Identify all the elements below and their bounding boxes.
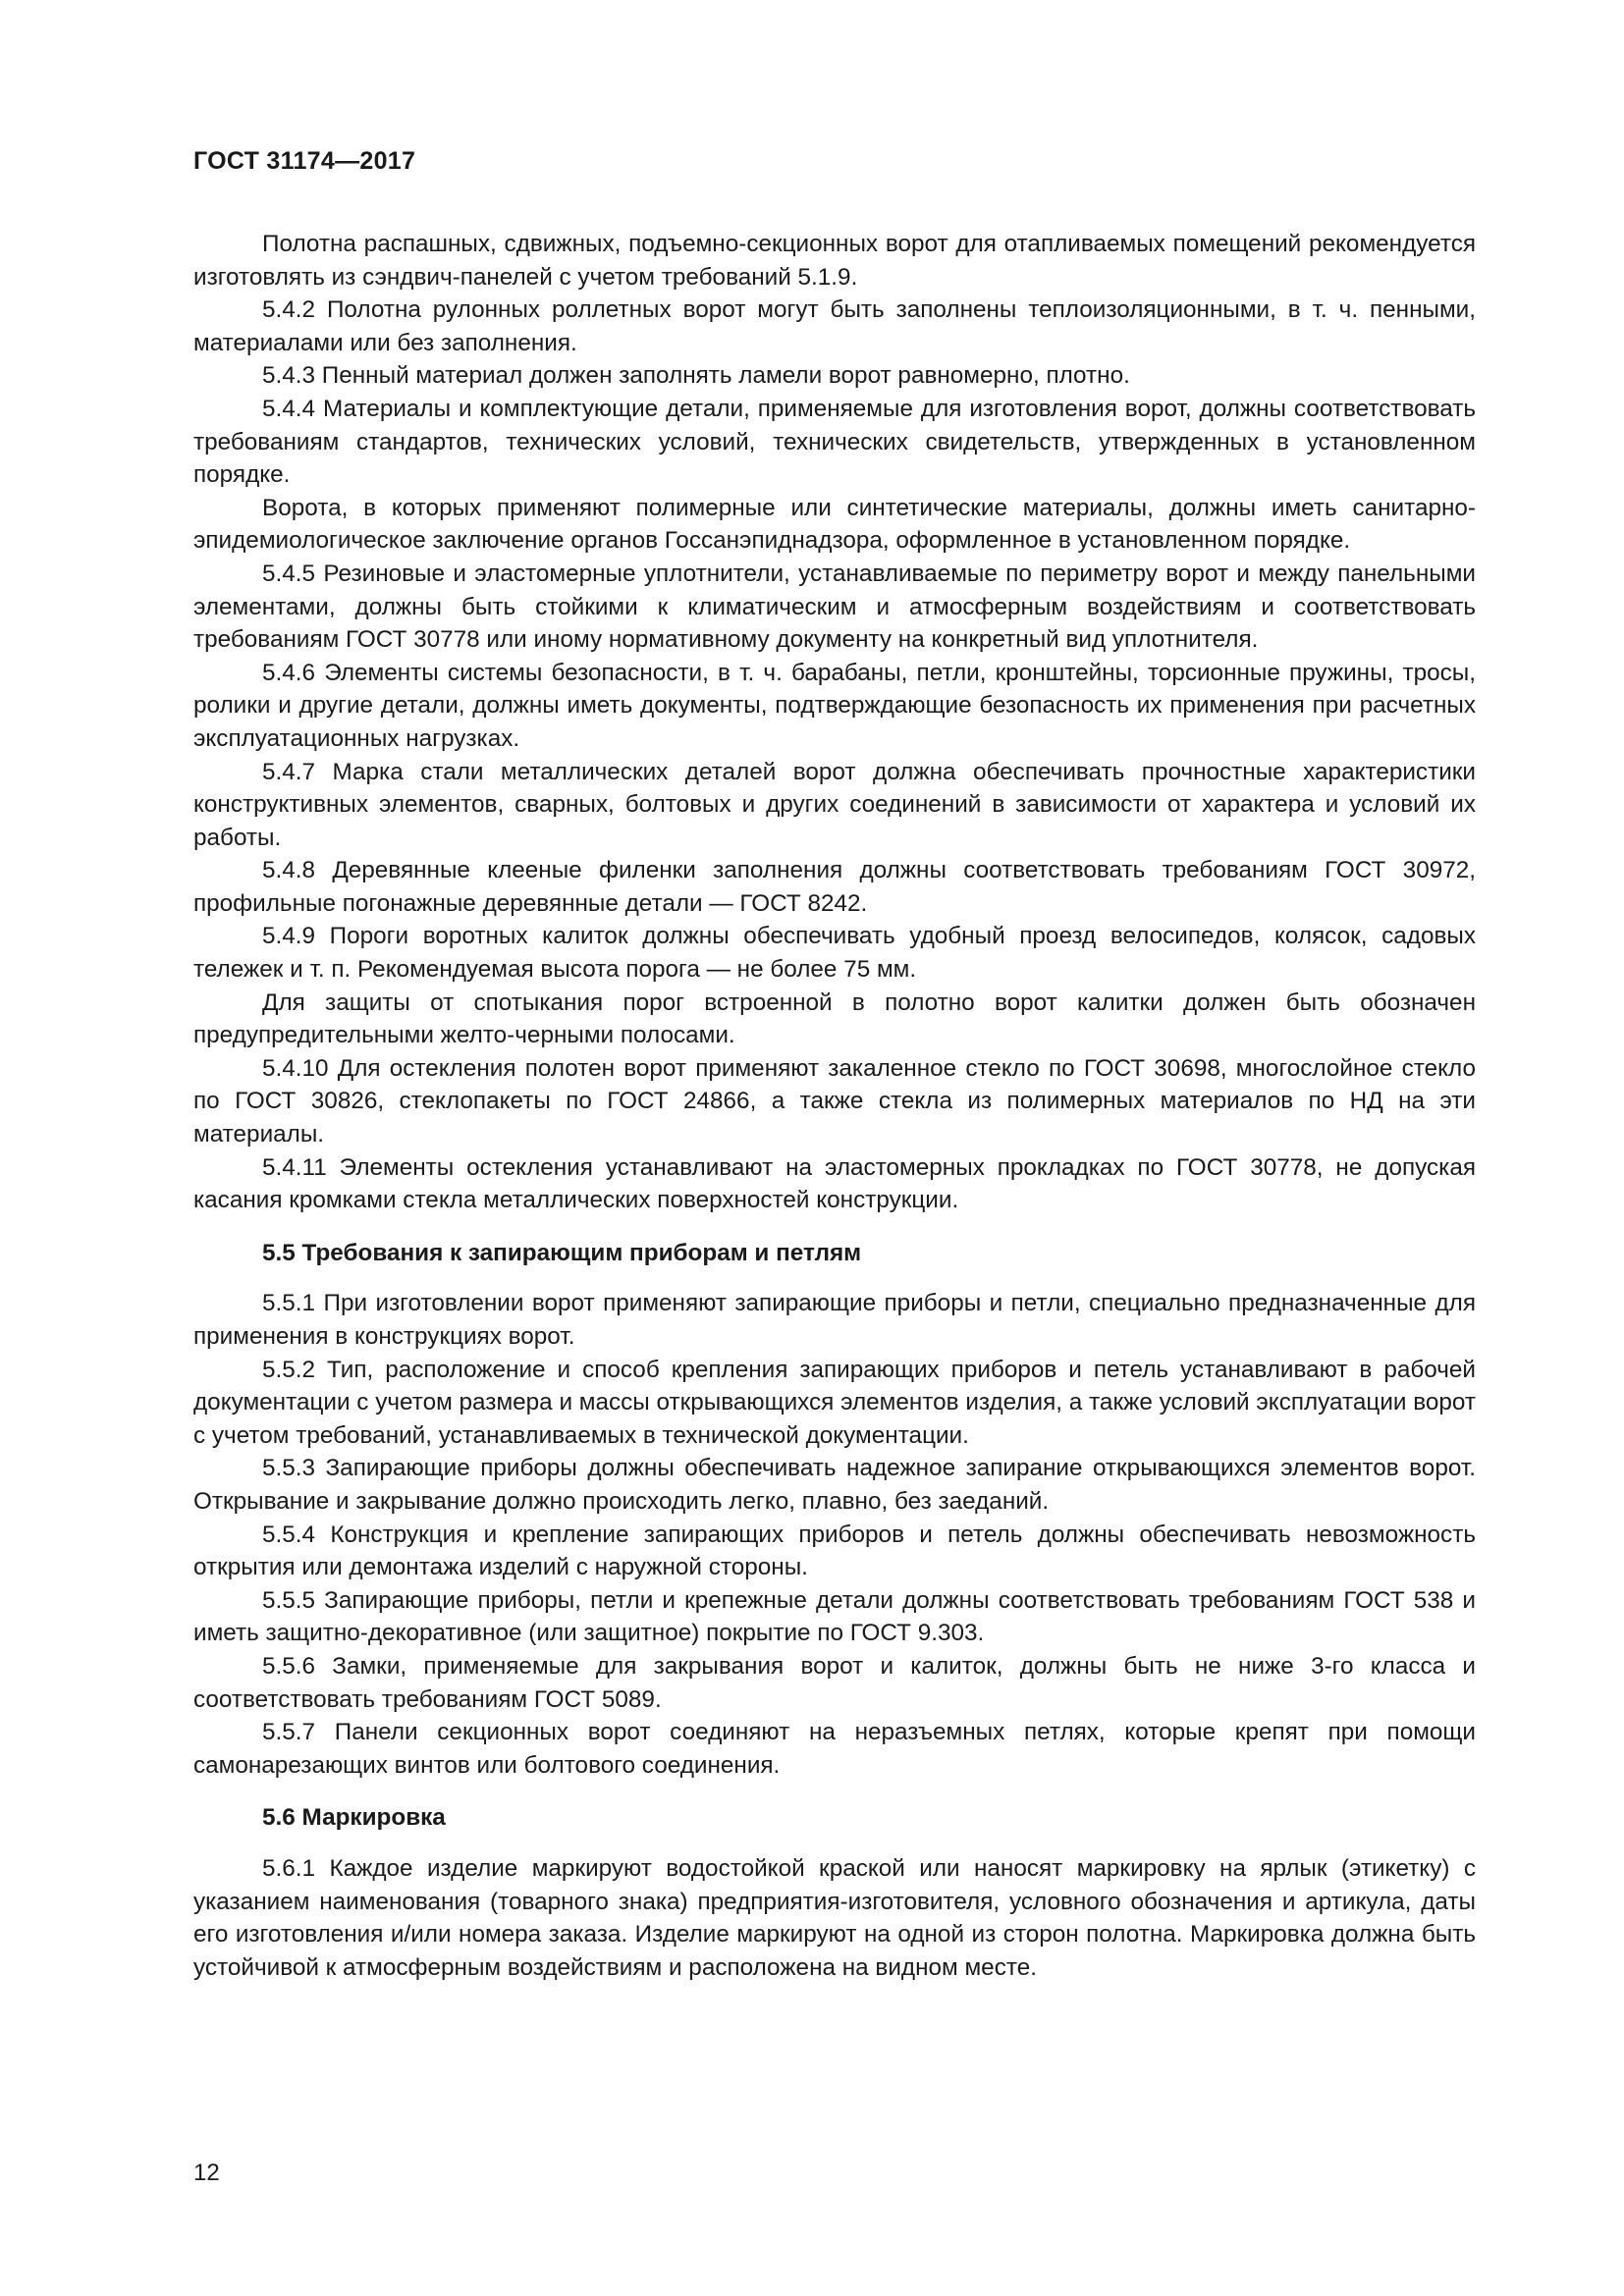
paragraph: 5.4.11 Элементы остекления устанавливают на эластомерных прокладках по ГОСТ 30778, не допуская касания кромками стекла металлических поверхностей конструкции. <box>193 1153 1476 1214</box>
document-body <box>193 228 1476 1984</box>
section-heading-5-6: 5.6 Маркировка <box>262 1804 446 1832</box>
paragraph: Полотна распашных, сдвижных, подъемно-секционных ворот для отапливаемых помещений рекомендуется изготовлять из сэндвич-панелей с учетом требований 5.1.9. <box>193 231 1476 291</box>
page-number: 12 <box>193 2160 220 2186</box>
paragraph: 5.6.1 Каждое изделие маркируют водостойкой краской или наносят маркировку на ярлык (этикетку) с указанием наименования (товарного знака) предприятия-изготовителя, условного обозначения и артикула, даты его изготовления и/или номера заказа. Изделие маркируют на одной из сторон полотна. Маркировка должна быть устойчивой к атмосферным воздействиям и расположена на видном месте. <box>193 1854 1476 1981</box>
paragraph: 5.5.2 Тип, расположение и способ крепления запирающих приборов и петель устанавливают в рабочей документации с учетом размера и массы открывающихся элементов изделия, а также условий эксплуатации ворот с учетом требований, устанавливаемых в технической документации. <box>193 1356 1476 1449</box>
paragraph: 5.5.1 При изготовлении ворот применяют запирающие приборы и петли, специально предназначенные для применения в конструкциях ворот. <box>193 1290 1476 1350</box>
paragraph: 5.5.7 Панели секционных ворот соединяют на неразъемных петлях, которые крепят при помощи самонарезающих винтов или болтового соединения. <box>193 1719 1476 1779</box>
paragraph: 5.4.4 Материалы и комплектующие детали, применяемые для изготовления ворот, должны соответствовать требованиям стандартов, технических условий, технических свидетельств, утвержденных в установленном порядке. <box>193 395 1476 489</box>
paragraph: 5.4.3 Пенный материал должен заполнять ламели ворот равномерно, плотно. <box>262 362 1130 390</box>
paragraph: 5.4.9 Пороги воротных калиток должны обеспечивать удобный проезд велосипедов, колясок, садовых тележек и т. п. Рекомендуемая высота порога — не более 75 мм. <box>193 923 1476 984</box>
paragraph: 5.5.3 Запирающие приборы должны обеспечивать надежное запирание открывающихся элементов ворот. Открывание и закрывание должно происходить легко, плавно, без заеданий. <box>193 1455 1476 1515</box>
paragraph: 5.5.4 Конструкция и крепление запирающих приборов и петель должны обеспечивать невозможность открытия или демонтажа изделий с наружной стороны. <box>193 1521 1476 1581</box>
paragraph: 5.5.6 Замки, применяемые для закрывания ворот и калиток, должны быть не ниже 3-го класса и соответствовать требованиям ГОСТ 5089. <box>193 1652 1476 1713</box>
paragraph: 5.4.2 Полотна рулонных роллетных ворот могут быть заполнены теплоизоляционными, в т. ч. пенными, материалами или без заполнения. <box>193 296 1476 356</box>
section-heading-5-5: 5.5 Требования к запирающим приборам и петлям <box>262 1239 862 1266</box>
paragraph: Для защиты от спотыкания порог встроенной в полотно ворот калитки должен быть обозначен предупредительными желто-черными полосами. <box>193 988 1476 1049</box>
paragraph: 5.4.10 Для остекления полотен ворот применяют закаленное стекло по ГОСТ 30698, многослойное стекло по ГОСТ 30826, стеклопакеты по ГОСТ 24866, а также стекла из полимерных материалов по НД на эти материалы. <box>193 1054 1476 1148</box>
document-code-header: ГОСТ 31174—2017 <box>193 147 416 175</box>
paragraph: Ворота, в которых применяют полимерные или синтетические материалы, должны иметь санитарно-эпидемиологическое заключение органов Госсанэпиднадзора, оформленное в установленном порядке. <box>193 494 1476 555</box>
paragraph: 5.5.5 Запирающие приборы, петли и крепежные детали должны соответствовать требованиям ГОСТ 538 и иметь защитно-декоративное (или защитное) покрытие по ГОСТ 9.303. <box>193 1586 1476 1647</box>
paragraph: 5.4.5 Резиновые и эластомерные уплотнители, устанавливаемые по периметру ворот и между панельными элементами, должны быть стойкими к климатическим и атмосферным воздействиям и соответствовать требованиям ГОСТ 30778 или иному нормативному документу на конкретный вид уплотнителя. <box>193 560 1476 654</box>
paragraph: 5.4.6 Элементы системы безопасности, в т. ч. барабаны, петли, кронштейны, торсионные пружины, тросы, ролики и другие детали, должны иметь документы, подтверждающие безопасность их применения при расчетных эксплуатационных нагрузках. <box>193 659 1476 752</box>
paragraph: 5.4.7 Марка стали металлических деталей ворот должна обеспечивать прочностные характеристики конструктивных элементов, сварных, болтовых и других соединений в зависимости от характера и условий их работы. <box>193 758 1476 851</box>
paragraph: 5.4.8 Деревянные клееные филенки заполнения должны соответствовать требованиям ГОСТ 30972, профильные погонажные деревянные детали — ГОСТ 8242. <box>193 857 1476 917</box>
